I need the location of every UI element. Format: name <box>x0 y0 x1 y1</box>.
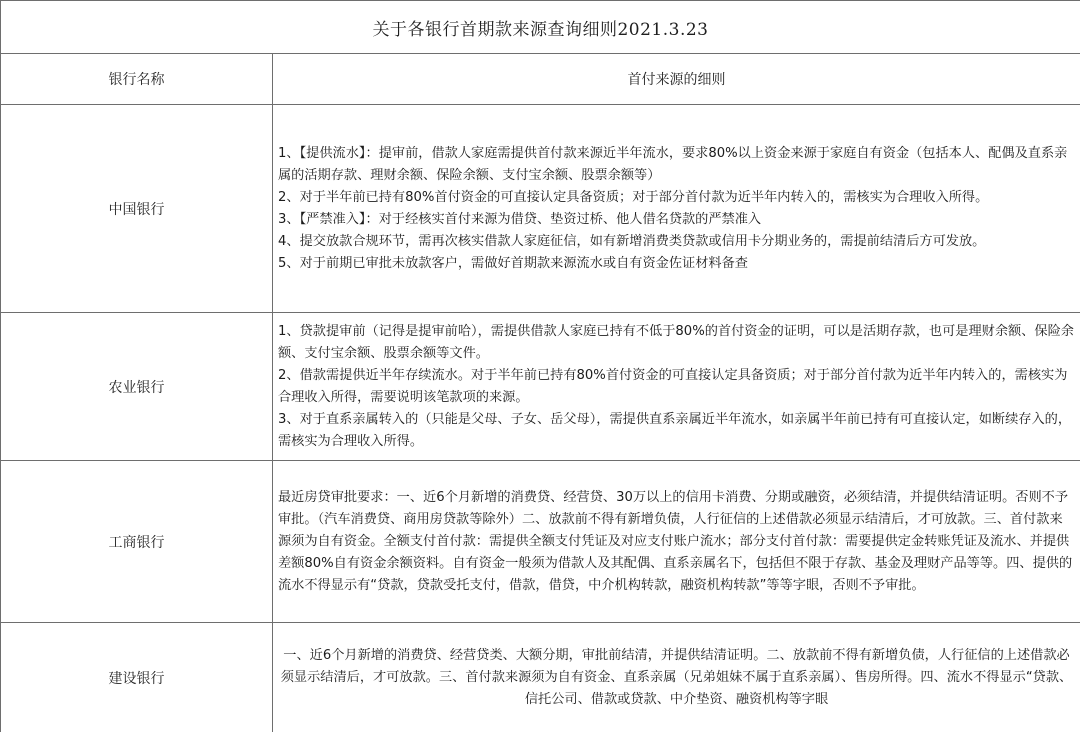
detail-line: 5、对于前期已审批未放款客户，需做好首期款来源流水或自有资金佐证材料备查 <box>278 255 748 271</box>
detail-line: 一、近6个月新增的消费贷、经营贷类、大额分期，审批前结清，并提供结清证明。二、放款前不得有新增负债，人行征信的上述借款必须显示结清后，才可放款。三、首付款来源须为自有资金、直系亲属（兄弟姐妹不属于直系亲属）、售房所得。四、流水不得显示“贷款、信托公司、借款或贷款、中介垫资、融资机构等字眼 <box>280 647 1073 707</box>
bank-name: 建设银行 <box>1 623 273 732</box>
detail-line: 4、提交放款合规环节，需再次核实借款人家庭征信，如有新增消费类贷款或信用卡分期业务的，需提前结清后方可发放。 <box>278 233 986 249</box>
table-row <box>1 313 1080 461</box>
page-title: 关于各银行首期款来源查询细则2021.3.23 <box>1 1 1080 54</box>
detail-cell <box>273 461 1080 623</box>
bank-name: 中国银行 <box>1 105 273 313</box>
detail-line: 2、借款需提供近半年存续流水。对于半年前已持有80%首付资金的可直接认定具备资质；对于部分首付款为近半年内转入的，需核实为合理收入所得，需要说明该笔款项的来源。 <box>278 367 1068 405</box>
detail-line: 最近房贷审批要求：一、近6个月新增的消费贷、经营贷、30万以上的信用卡消费、分期或融资，必须结清，并提供结清证明。否则不予审批。（汽车消费贷、商用房贷款等除外）二、放款前不得有新增负债，人行征信的上述借款必须显示结清后，才可放款。三、首付款来源须为自有资金。全额支付首付款：需提供全额支付凭证及对应支付账户流水；部分支付首付款：需要提供定金转账凭证及流水、并提供差额80%自有资金余额资料。自有资金一般须为借款人及其配偶、直系亲属名下，包括但不限于存款、基金及理财产品等等。四、提供的流水不得显示有“贷款，贷款受托支付，借款，借贷，中介机构转款，融资机构转款”等等字眼，否则不予审批。 <box>278 489 1073 593</box>
detail-line: 1、贷款提审前（记得是提审前哈），需提供借款人家庭已持有不低于80%的首付资金的证明，可以是活期存款，也可是理财余额、保险余额、支付宝余额、股票余额等文件。 <box>278 323 1074 361</box>
table-row <box>1 623 1080 732</box>
detail-line: 1、【提供流水】：提审前，借款人家庭需提供首付款来源近半年流水，要求80%以上资金来源于家庭自有资金（包括本人、配偶及直系亲属的活期存款、理财余额、保险余额、支付宝余额、股票余额等） <box>278 145 1068 183</box>
detail-cell <box>273 313 1080 461</box>
column-header-detail: 首付来源的细则 <box>273 54 1080 105</box>
title-row <box>1 1 1080 54</box>
bank-name: 农业银行 <box>1 313 273 461</box>
detail-line: 2、对于半年前已持有80%首付资金的可直接认定具备资质；对于部分首付款为近半年内转入的，需核实为合理收入所得。 <box>278 189 989 205</box>
header-row <box>1 54 1080 105</box>
detail-cell <box>273 105 1080 313</box>
detail-line: 3、【严禁准入】：对于经核实首付来源为借贷、垫资过桥、他人借名贷款的严禁准入 <box>278 211 762 227</box>
column-header-bank: 银行名称 <box>1 54 273 105</box>
table-row <box>1 461 1080 623</box>
table-row <box>1 105 1080 313</box>
detail-cell <box>273 623 1080 732</box>
bank-name: 工商银行 <box>1 461 273 623</box>
detail-line: 3、对于直系亲属转入的（只能是父母、子女、岳父母），需提供直系亲属近半年流水，如亲属半年前已持有可直接认定，如断续存入的，需核实为合理收入所得。 <box>278 411 1072 449</box>
